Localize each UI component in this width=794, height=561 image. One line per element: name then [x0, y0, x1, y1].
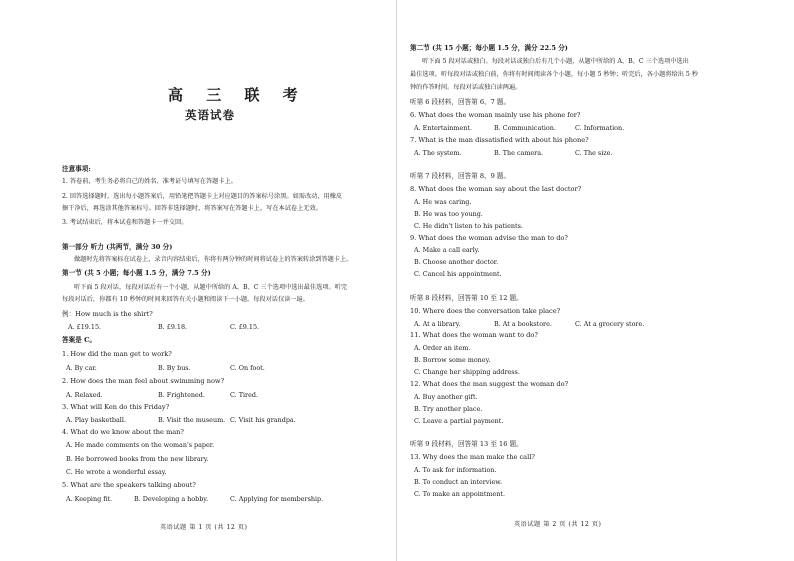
option: C. To make an appointment. [414, 490, 506, 498]
option: A. At a library. [414, 320, 461, 328]
option: A. Buy another gift. [414, 393, 478, 401]
question-12: 12. What does the man suggest the woman do? [410, 380, 569, 388]
option: A. By car. [66, 364, 97, 372]
section2-intro: 听下面 5 段对话或独白。每段对话或独白后有几个小题，从题中所给的 A、B、C 三个选项中选出 [422, 58, 689, 65]
question-10: 10. Where does the conversation take place? [410, 307, 561, 315]
option: A. To ask for information. [414, 466, 497, 474]
question-6: 6. What does the woman mainly use his phone for? [410, 111, 581, 119]
notice-line: 2. 回答选择题时，选出每小题答案后，用铅笔把答题卡上对应题目的答案标号涂黑。如需改动，用橡皮 [62, 193, 343, 200]
example-option: B. £9.18. [158, 323, 188, 331]
option: C. Leave a partial payment. [414, 417, 504, 425]
exam-subtitle: 英语试卷 [185, 108, 235, 122]
section1-intro: 听下面 5 段对话，每段对话后有一个小题，从题中所给的 A、B、C 三个选项中选出最佳选项。听完 [74, 284, 348, 291]
notice-line: 擦干净后，再选涂其他答案标号。回答非选择题时，将答案写在答题卡上，写在本试卷上无效。 [62, 205, 322, 212]
group-heading: 听第 8 段材料，回答第 10 至 12 题。 [410, 294, 523, 302]
option: B. He borrowed books from the new library. [66, 455, 209, 463]
question-9: 9. What does the woman advise the man to do? [410, 234, 568, 242]
option: A. Make a call early. [414, 246, 480, 254]
page-2 [397, 0, 794, 561]
group-heading: 听第 9 段材料，回答第 13 至 16 题。 [410, 440, 523, 448]
page-footer: 英语试题 第 1 页 (共 12 页) [160, 524, 248, 531]
notice-line: 1. 答卷前，考生务必将自己的姓名、准考证号填写在答题卡上。 [62, 178, 237, 185]
question-4: 4. What do we know about the man? [62, 428, 184, 436]
section1-intro: 每段对话后，你都有 10 秒钟的时间来回答有关小题和阅读下一小题。每段对话仅读一遍。 [62, 296, 309, 303]
option: C. On foot. [230, 364, 265, 372]
option: C. Applying for membership. [230, 495, 324, 503]
option: B. Visit the museum. [158, 416, 226, 424]
question-1: 1. How did the man get to work? [62, 350, 172, 358]
option: A. The system. [414, 149, 462, 157]
option: A. Entertainment. [414, 124, 472, 132]
question-11: 11. What does the woman want to do? [410, 331, 538, 339]
option: C. Information. [575, 124, 625, 132]
question-7: 7. What is the man dissatisfied with about his phone? [410, 136, 589, 144]
group-heading: 听第 7 段材料，回答第 8、9 题。 [410, 172, 511, 180]
option: B. Developing a hobby. [134, 495, 209, 503]
example-option: C. £9.15. [230, 323, 260, 331]
option: A. He made comments on the woman's paper. [66, 441, 215, 449]
option: C. He wrote a wonderful essay. [66, 468, 167, 476]
question-5: 5. What are the speakers talking about? [62, 481, 196, 489]
part1-heading: 第一部分 听力 (共两节，满分 30 分) [62, 243, 173, 251]
option: B. To conduct an interview. [414, 478, 503, 486]
answer-label: 答案是 C。 [62, 336, 96, 344]
option: B. At a bookstore. [494, 320, 552, 328]
question-3: 3. What will Ken do this Friday? [62, 403, 170, 411]
section1-heading: 第一节 (共 5 小题；每小题 1.5 分，满分 7.5 分) [62, 269, 211, 277]
option: A. Keeping fit. [66, 495, 113, 503]
option: C. Cancel his appointment. [414, 270, 502, 278]
option: C. Change her shipping address. [414, 368, 520, 376]
option: B. He was too young. [414, 210, 483, 218]
example-option: A. £19.15. [68, 323, 102, 331]
section2-intro: 最佳选项。听每段对话或独白前，你将有时间阅读各个小题，每小题 5 秒钟；听完后，各小题将给出 5 秒 [410, 71, 698, 78]
option: A. Order an item. [414, 344, 471, 352]
option: B. Choose another doctor. [414, 258, 499, 266]
question-13: 13. Why does the man make the call? [410, 453, 535, 461]
option: B. Communication. [494, 124, 556, 132]
option: C. At a grocery store. [575, 320, 645, 328]
option: B. Borrow some money. [414, 356, 491, 364]
option: C. The size. [575, 149, 613, 157]
option: A. Play basketball. [66, 416, 126, 424]
option: B. Try another place. [414, 405, 483, 413]
exam-title: 高 三 联 考 [168, 86, 307, 104]
option: B. Frightened. [158, 391, 205, 399]
notice-heading: 注意事项: [62, 165, 91, 173]
question-8: 8. What does the woman say about the last doctor? [410, 185, 582, 193]
question-2: 2. How does the man feel about swimming now? [62, 377, 225, 385]
part1-intro: 做题时先将答案标在试卷上，录音内容结束后，你将有两分钟的时间将试卷上的答案转涂到答题卡上。 [74, 256, 353, 263]
option: C. He didn't listen to his patients. [414, 222, 523, 230]
option: B. The camera. [494, 149, 544, 157]
option: C. Visit his grandpa. [230, 416, 296, 424]
example-question: 例：How much is the shirt? [62, 310, 153, 318]
option: B. By bus. [158, 364, 191, 372]
section2-heading: 第二节 (共 15 小题；每小题 1.5 分，满分 22.5 分) [410, 44, 568, 52]
group-heading: 听第 6 段材料，回答第 6、7 题。 [410, 98, 511, 106]
option: C. Tired. [230, 391, 258, 399]
option: A. Relaxed. [66, 391, 103, 399]
option: A. He was caring. [414, 198, 472, 206]
section2-intro: 钟的作答时间。每段对话或独白读两遍。 [410, 84, 522, 91]
page-footer: 英语试题 第 2 页 (共 12 页) [514, 521, 602, 528]
notice-line: 3. 考试结束后，将本试卷和答题卡一并交回。 [62, 219, 188, 226]
